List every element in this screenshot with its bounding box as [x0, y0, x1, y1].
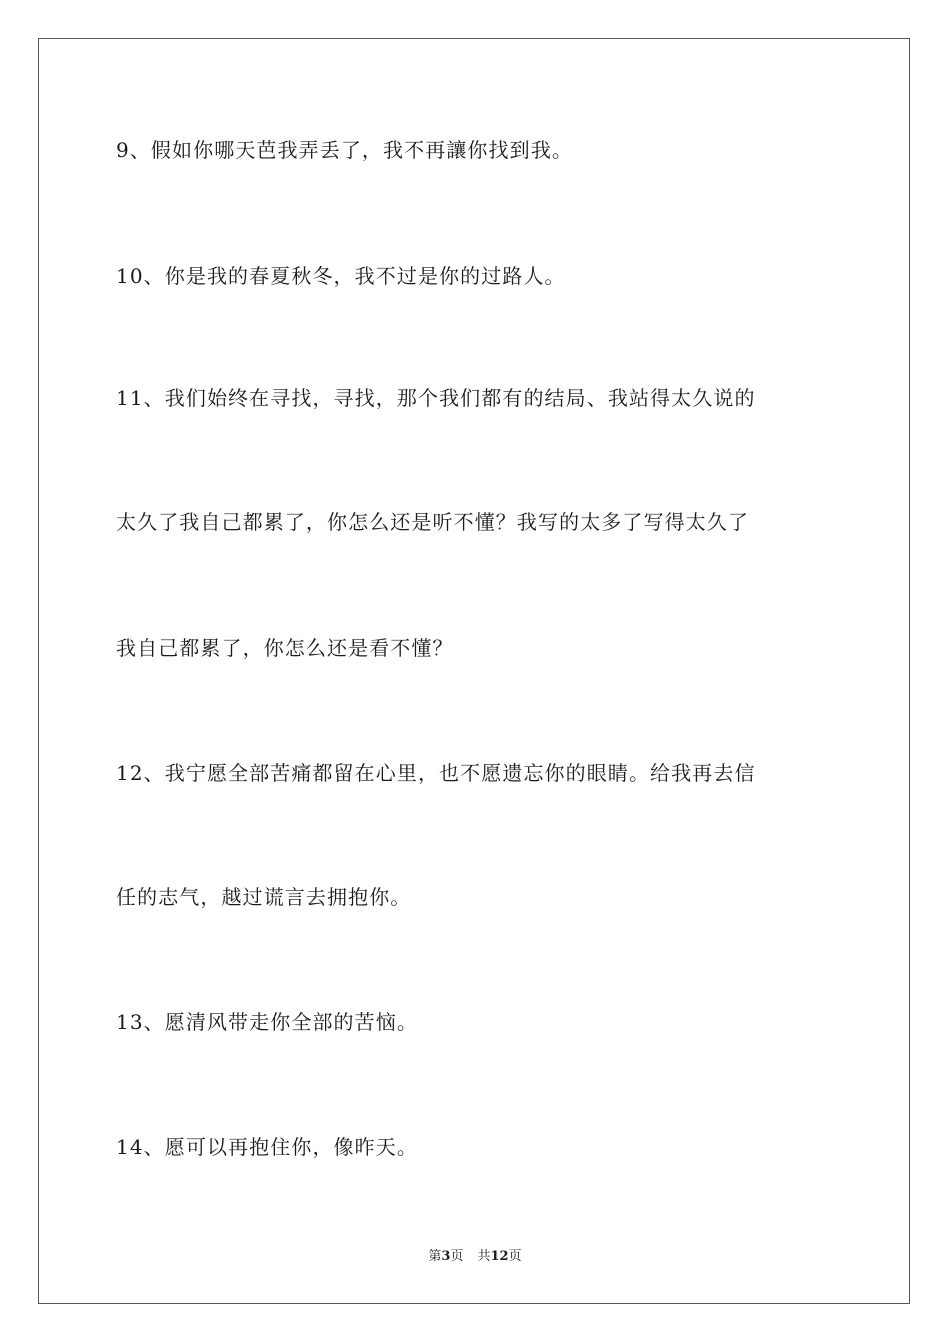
footer-total-suffix: 页	[508, 1249, 522, 1264]
footer-page-current: 3	[441, 1249, 451, 1264]
text-line-item-14: 14、愿可以再抱住你，像昨天。	[116, 1135, 418, 1159]
text-line-item-12-part1: 12、我宁愿全部苦痛都留在心里，也不愿遗忘你的眼睛。给我再去信	[116, 761, 756, 785]
text-line-item-9: 9、假如你哪天芭我弄丢了，我不再讓你找到我。	[116, 138, 573, 162]
page-footer	[0, 1248, 950, 1266]
footer-page-total: 12	[490, 1249, 509, 1264]
text-line-item-11-part2: 太久了我自己都累了，你怎么还是听不懂？我写的太多了写得太久了	[116, 510, 749, 534]
footer-page-prefix: 第	[428, 1249, 442, 1264]
footer-total-prefix: 共	[477, 1249, 491, 1264]
text-line-item-12-part2: 任的志气，越过谎言去拥抱你。	[116, 885, 412, 909]
text-line-item-13: 13、愿清风带走你全部的苦恼。	[116, 1010, 418, 1034]
text-line-item-10: 10、你是我的春夏秋冬，我不过是你的过路人。	[116, 264, 566, 288]
text-line-item-11-part1: 11、我们始终在寻找，寻找，那个我们都有的结局、我站得太久说的	[116, 386, 756, 410]
page-border	[38, 38, 910, 1304]
footer-page-suffix: 页	[450, 1249, 464, 1264]
text-line-item-11-part3: 我自己都累了，你怎么还是看不懂？	[116, 636, 454, 660]
